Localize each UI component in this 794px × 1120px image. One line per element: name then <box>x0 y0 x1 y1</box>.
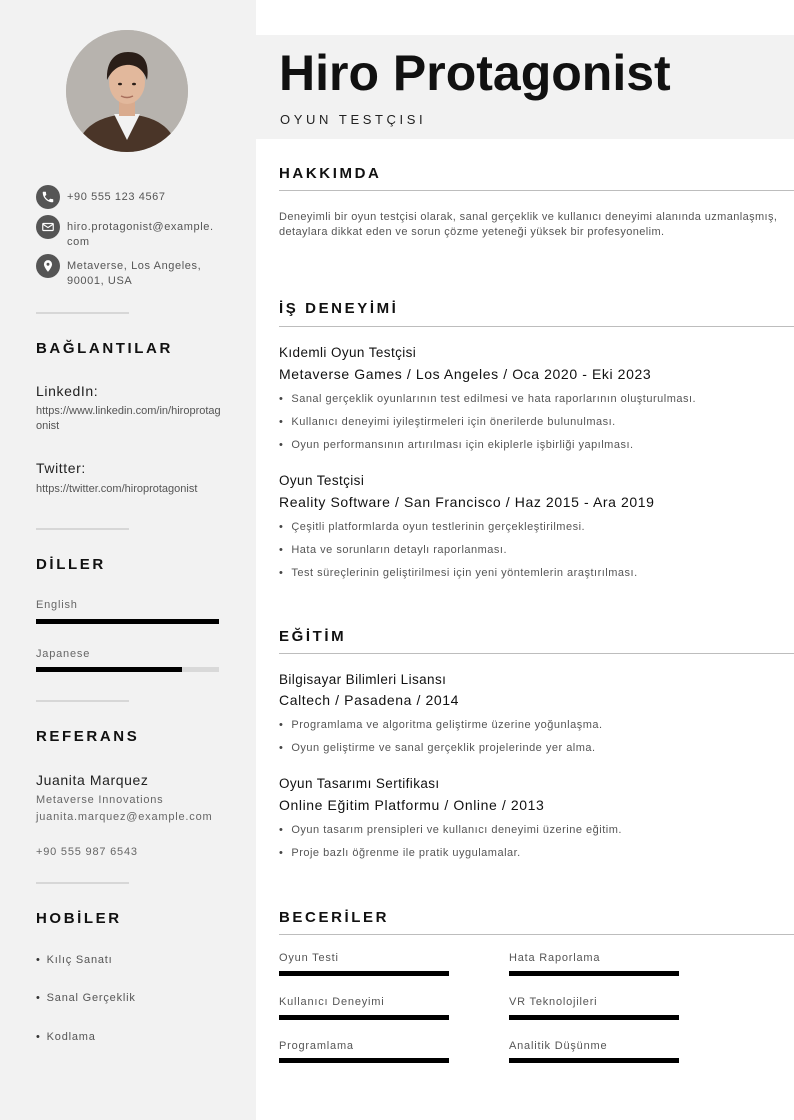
bullet-item: • Proje bazlı öğrenme ile pratik uygulamalar. <box>279 847 789 870</box>
skill-level-fill <box>509 971 679 976</box>
person-name: Hiro Protagonist <box>279 45 671 101</box>
reference-name: Juanita Marquez <box>36 772 149 788</box>
language-name: Japanese <box>36 648 91 660</box>
skill-name: Hata Raporlama <box>509 952 601 964</box>
job-bullets <box>279 521 789 590</box>
language-level-bar <box>36 667 219 672</box>
bullet-item: • Çeşitli platformlarda oyun testlerinin gerçekleştirilmesi. <box>279 521 789 544</box>
degree-bullets <box>279 719 789 765</box>
section-rule <box>279 190 794 191</box>
reference-phone: +90 555 987 6543 <box>36 846 138 858</box>
hobby-item: • Kodlama <box>36 1031 96 1043</box>
phone-icon <box>36 185 60 209</box>
bullet-item: • Oyun tasarım prensipleri ve kullanıcı deneyimi üzerine eğitim. <box>279 824 789 847</box>
job-title: OYUN TESTÇISI <box>280 112 427 127</box>
degree-subtitle: Caltech / Pasadena / 2014 <box>279 692 460 708</box>
skill-level-bar <box>279 971 449 976</box>
skill-name: VR Teknolojileri <box>509 996 598 1008</box>
about-heading: HAKKIMDA <box>279 165 382 182</box>
bullet-item: • Kullanıcı deneyimi iyileştirmeleri için önerilerde bulunulması. <box>279 416 789 439</box>
email-icon <box>36 215 60 239</box>
skill-level-fill <box>509 1015 679 1020</box>
email-link[interactable]: hiro.protagonist@example.com <box>67 221 214 248</box>
bullet-item: • Oyun geliştirme ve sanal gerçeklik projelerinde yer alma. <box>279 742 789 765</box>
phone-text: +90 555 123 4567 <box>67 191 166 203</box>
skill-level-bar <box>279 1058 449 1063</box>
skill-level-bar <box>279 1015 449 1020</box>
contact-phone <box>36 185 217 209</box>
hobby-item: • Kılıç Sanatı <box>36 954 113 966</box>
job-subtitle: Reality Software / San Francisco / Haz 2015 - Ara 2019 <box>279 494 655 510</box>
languages-heading: DİLLER <box>36 556 106 573</box>
divider <box>36 528 129 530</box>
reference-company: Metaverse Innovations <box>36 794 164 806</box>
skill-level-bar <box>509 971 679 976</box>
language-level-fill <box>36 619 219 624</box>
experience-heading: İŞ DENEYİMİ <box>279 300 399 317</box>
skill-level-fill <box>279 1058 449 1063</box>
bullet-item: • Test süreçlerinin geliştirilmesi için yeni yöntemlerin araştırılması. <box>279 567 789 590</box>
profile-photo-image <box>66 30 188 152</box>
hobby-item: • Sanal Gerçeklik <box>36 992 136 1004</box>
reference-heading: REFERANS <box>36 728 140 745</box>
hobbies-heading: HOBİLER <box>36 910 122 927</box>
profile-photo <box>66 30 188 152</box>
job-subtitle: Metaverse Games / Los Angeles / Oca 2020 - Eki 2023 <box>279 366 652 382</box>
bullet-item: • Sanal gerçeklik oyunlarının test edilmesi ve hata raporlarının oluşturulması. <box>279 393 789 416</box>
section-rule <box>279 934 794 935</box>
skill-level-bar <box>509 1058 679 1063</box>
contact-email <box>36 215 217 250</box>
divider <box>36 700 129 702</box>
job-title-item: Oyun Testçisi <box>279 473 365 488</box>
section-rule <box>279 326 794 327</box>
degree-bullets <box>279 824 789 870</box>
degree-title: Bilgisayar Bilimleri Lisansı <box>279 672 447 687</box>
skill-name: Analitik Düşünme <box>509 1040 608 1052</box>
language-name: English <box>36 599 78 611</box>
divider <box>36 312 129 314</box>
linkedin-label: LinkedIn: <box>36 383 99 399</box>
bullet-item: • Programlama ve algoritma geliştirme üzerine yoğunlaşma. <box>279 719 789 742</box>
linkedin-link[interactable]: https://www.linkedin.com/in/hiroprotagonist <box>36 405 221 432</box>
skill-level-fill <box>279 1015 449 1020</box>
reference-email[interactable]: juanita.marquez@example.com <box>36 811 213 823</box>
section-rule <box>279 653 794 654</box>
degree-subtitle: Online Eğitim Platformu / Online / 2013 <box>279 797 545 813</box>
skill-name: Kullanıcı Deneyimi <box>279 996 385 1008</box>
language-level-fill <box>36 667 182 672</box>
skills-heading: BECERİLER <box>279 909 390 926</box>
education-heading: EĞİTİM <box>279 628 347 645</box>
address-text: Metaverse, Los Angeles, 90001, USA <box>67 260 202 287</box>
bullet-item: • Hata ve sorunların detaylı raporlanması. <box>279 544 789 567</box>
job-title-item: Kıdemli Oyun Testçisi <box>279 345 417 360</box>
skill-name: Oyun Testi <box>279 952 339 964</box>
job-bullets <box>279 393 789 462</box>
bullet-item: • Oyun performansının artırılması için ekiplerle işbirliği yapılması. <box>279 439 789 462</box>
skill-level-fill <box>509 1058 679 1063</box>
skill-name: Programlama <box>279 1040 354 1052</box>
degree-title: Oyun Tasarımı Sertifikası <box>279 776 440 791</box>
skill-level-bar <box>509 1015 679 1020</box>
about-text: Deneyimli bir oyun testçisi olarak, sanal gerçeklik ve kullanıcı deneyimi alanında uzmanlaşmış, detaylara dikkat eden ve sorun çözme yeteneği yüksek bir profesyonelim. <box>279 211 778 238</box>
divider <box>36 882 129 884</box>
connections-heading: BAĞLANTILAR <box>36 340 173 357</box>
twitter-link[interactable]: https://twitter.com/hiroprotagonist <box>36 483 198 495</box>
language-level-bar <box>36 619 219 624</box>
twitter-label: Twitter: <box>36 460 86 476</box>
location-pin-icon <box>36 254 60 278</box>
contact-address <box>36 254 207 289</box>
skill-level-fill <box>279 971 449 976</box>
